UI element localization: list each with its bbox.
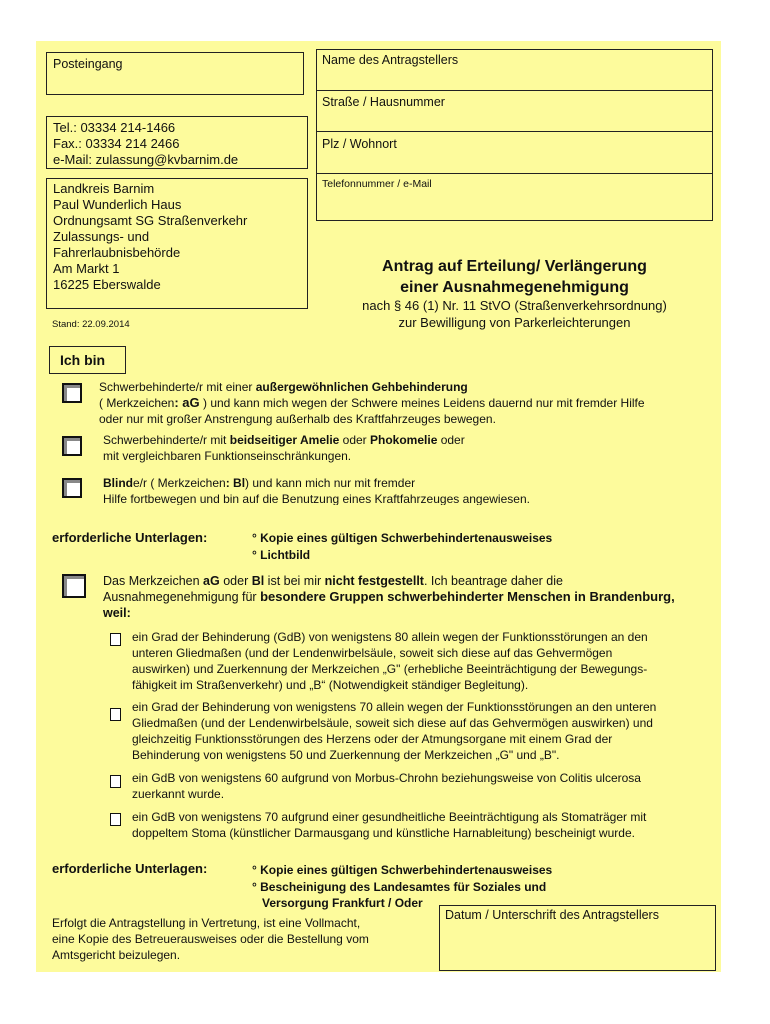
docs1-item-1: ° Kopie eines gültigen Schwerbehindertenausweises — [252, 531, 553, 545]
option-blind-text-1b: e/r ( Merkzeichen — [133, 476, 226, 490]
representation-note-3: Amtsgericht beizulegen. — [52, 948, 181, 962]
docs1-item-2: ° Lichtbild — [252, 548, 311, 562]
option-amelie-text-1b: beidseitiger Amelie — [229, 433, 340, 447]
sub-option-gdb80-text-1: ein Grad der Behinderung (GdB) von wenigstens 80 allein wegen der Funktionsstörungen an den — [132, 630, 648, 644]
sub-option-gdb70-heart-checkbox[interactable] — [110, 708, 121, 721]
option-amelie-text-1a: Schwerbehinderte/r mit — [103, 433, 230, 447]
option-special-group-text-1b: aG — [203, 574, 220, 588]
applicant-phone-label: Telefonnummer / e-Mail — [322, 178, 432, 190]
sub-option-crohn-text-2: zuerkannt wurde. — [132, 787, 225, 801]
applicant-city-field[interactable] — [316, 132, 713, 174]
form-subtitle-line-1: nach § 46 (1) Nr. 11 StVO (Straßenverkehrsordnung) — [362, 298, 667, 313]
option-amelie-text-1c: oder — [339, 433, 371, 447]
sub-option-gdb70-heart-text-1: ein Grad der Behinderung von wenigstens 70 allein wegen der Funktionsstörungen an den unteren — [132, 700, 657, 714]
authority-line-1: Landkreis Barnim — [53, 181, 155, 196]
representation-note-2: eine Kopie des Betreuerausweises oder die Bestellung vom — [52, 932, 369, 946]
option-amelie-text-1e: oder — [437, 433, 465, 447]
applicant-street-label: Straße / Hausnummer — [322, 95, 445, 109]
signature-field[interactable] — [439, 905, 716, 971]
option-blind-checkbox[interactable] — [62, 478, 82, 498]
option-special-group-text-1d: Bl — [251, 574, 265, 588]
form-page — [36, 41, 721, 972]
option-special-group-checkbox[interactable] — [62, 574, 86, 598]
sub-option-gdb80-checkbox[interactable] — [110, 633, 121, 646]
option-special-group-text-1f: nicht festgestellt — [324, 574, 424, 588]
form-title-line-1: Antrag auf Erteilung/ Verlängerung — [382, 258, 647, 275]
sub-option-gdb70-heart-text-2: Gliedmaßen (und der Lendenwirbelsäule, soweit sich diese auf das Gehvermögen auswirken) und — [132, 716, 653, 730]
sub-option-stoma-text-1: ein GdB von wenigstens 70 aufgrund einer gesundheitliche Beeinträchtigung als Stomaträger mit — [132, 810, 647, 824]
posteingang-box[interactable] — [46, 52, 304, 95]
applicant-phone-field[interactable] — [316, 174, 713, 221]
option-special-group-text — [103, 573, 713, 621]
signature-label: Datum / Unterschrift des Antragstellers — [445, 908, 659, 922]
stand-date: Stand: 22.09.2014 — [52, 319, 130, 330]
option-special-group-text-2a: Ausnahmegenehmigung für — [103, 590, 261, 604]
applicant-city-label: Plz / Wohnort — [322, 137, 397, 151]
sub-option-gdb80-text — [132, 629, 712, 693]
authority-address-box — [46, 178, 308, 309]
docs2-item-1: ° Kopie eines gültigen Schwerbehindertenausweises — [252, 863, 553, 877]
form-subtitle-line-2: zur Bewilligung von Parkerleichterungen — [398, 315, 631, 330]
contact-fax: Fax.: 03334 214 2466 — [53, 136, 180, 151]
option-amelie-text-1d: Phokomelie — [370, 433, 438, 447]
authority-line-5: Fahrerlaubnisbehörde — [53, 245, 181, 260]
option-ag-text-3: oder nur mit großer Anstrengung außerhalb des Kraftfahrzeuges bewegen. — [99, 412, 496, 426]
option-ag-text-2b: : aG — [174, 395, 200, 410]
ich-bin-label-box — [49, 346, 126, 374]
applicant-name-field[interactable] — [316, 49, 713, 91]
authority-line-2: Paul Wunderlich Haus — [53, 197, 182, 212]
option-special-group-text-1a: Das Merkzeichen — [103, 574, 204, 588]
docs2-item-2: ° Bescheinigung des Landesamtes für Soziales und — [252, 880, 547, 894]
sub-option-gdb70-heart-text — [132, 699, 712, 763]
applicant-street-field[interactable] — [316, 91, 713, 132]
option-blind-text-1a: Blind — [103, 476, 133, 490]
option-ag-text-1b: außergewöhnlichen Gehbehinderung — [255, 380, 468, 394]
sub-option-stoma-text — [132, 809, 712, 841]
sub-option-crohn-checkbox[interactable] — [110, 775, 121, 788]
option-ag-text — [99, 379, 709, 427]
representation-note — [52, 915, 432, 963]
option-blind-text-1d: ) und kann mich nur mit fremder — [245, 476, 416, 490]
sub-option-stoma-checkbox[interactable] — [110, 813, 121, 826]
option-special-group-text-1c: oder — [219, 574, 252, 588]
option-amelie-checkbox[interactable] — [62, 436, 82, 456]
authority-line-6: Am Markt 1 — [53, 261, 120, 276]
form-title-line-2: einer Ausnahmegenehmigung — [400, 279, 629, 296]
docs2-item-3: Versorgung Frankfurt / Oder — [252, 896, 423, 910]
sub-option-gdb80-text-3: auswirken) und Zuerkennung der Merkzeichen „G" (erhebliche Beeinträchtigung der Bewegungs- — [132, 662, 648, 676]
contact-email: e-Mail: zulassung@kvbarnim.de — [53, 152, 239, 167]
contact-tel: Tel.: 03334 214-1466 — [53, 120, 176, 135]
option-special-group-text-1e: ist bei mir — [264, 574, 325, 588]
option-blind-text-1c: : Bl — [225, 476, 246, 490]
sub-option-gdb80-text-4: fähigkeit im Straßenverkehr) und „B“ (Notwendigkeit ständiger Begleitung). — [132, 678, 529, 692]
docs2-label: erforderliche Unterlagen: — [52, 861, 208, 876]
sub-option-gdb80-text-2: unteren Gliedmaßen (und der Lendenwirbelsäule, soweit sich diese auf das Gehvermögen — [132, 646, 613, 660]
sub-option-crohn-text — [132, 770, 712, 802]
authority-line-3: Ordnungsamt SG Straßenverkehr — [53, 213, 248, 228]
option-ag-text-2c: ) und kann mich wegen der Schwere meines Leidens dauernd nur mit fremder Hilfe — [199, 396, 645, 410]
option-amelie-text — [103, 432, 703, 464]
contact-box — [46, 116, 308, 169]
sub-option-stoma-text-2: doppeltem Stoma (künstlicher Darmausgang und künstliche Harnableitung) bescheinigt wurde. — [132, 826, 635, 840]
sub-option-gdb70-heart-text-4: Behinderung von wenigstens 50 und Zuerkennung der Merkzeichen „G" und „B". — [132, 748, 560, 762]
option-special-group-text-1g: . Ich beantrage daher die — [423, 574, 563, 588]
sub-option-gdb70-heart-text-3: gleichzeitig Funktionsstörungen des Herzens oder der Atmungsorgane mit einem Grad der — [132, 732, 613, 746]
option-blind-text — [103, 475, 703, 505]
option-ag-checkbox[interactable] — [62, 383, 82, 403]
authority-line-7: 16225 Eberswalde — [53, 277, 161, 292]
option-blind-text-2: Hilfe fortbewegen und bin auf die Benutzung eines Kraftfahrzeuges angewiesen. — [103, 492, 530, 505]
sub-option-crohn-text-1: ein GdB von wenigstens 60 aufgrund von Morbus-Chrohn beziehungsweise von Colitis ulcerosa — [132, 771, 641, 785]
applicant-name-label: Name des Antragstellers — [322, 53, 459, 67]
posteingang-label: Posteingang — [53, 57, 123, 71]
option-ag-text-1a: Schwerbehinderte/r mit einer — [99, 380, 256, 394]
docs1-label: erforderliche Unterlagen: — [52, 530, 208, 545]
representation-note-1: Erfolgt die Antragstellung in Vertretung, ist eine Vollmacht, — [52, 916, 361, 930]
authority-line-4: Zulassungs- und — [53, 229, 150, 244]
option-special-group-text-2b: besondere Gruppen schwerbehinderter Menschen in Brandenburg, — [260, 589, 675, 604]
option-amelie-text-2: mit vergleichbaren Funktionseinschränkungen. — [103, 449, 352, 463]
option-ag-text-2a: ( Merkzeichen — [99, 396, 175, 410]
ich-bin-label: Ich bin — [60, 352, 106, 368]
option-special-group-text-3: weil: — [103, 606, 131, 620]
